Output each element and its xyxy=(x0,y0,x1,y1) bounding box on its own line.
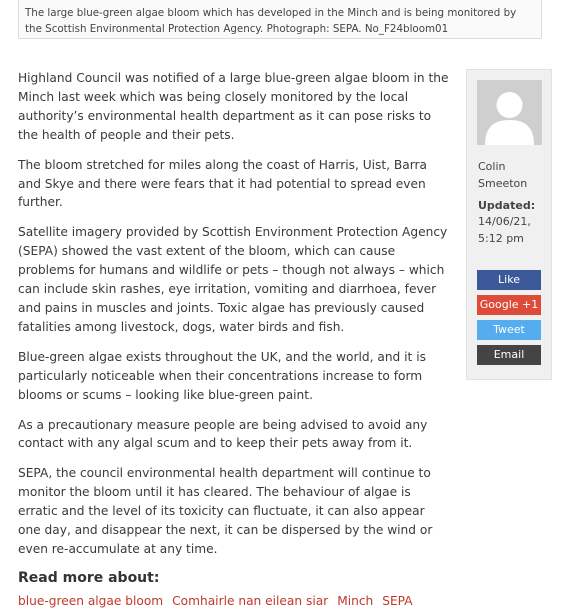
tweet-button[interactable]: Tweet xyxy=(477,320,541,340)
google-plus-one-button[interactable]: Google +1 xyxy=(477,295,541,315)
avatar xyxy=(477,80,542,145)
article-paragraph: Highland Council was notified of a large blue-green algae bloom in the Minch last week which was being closely monitored by the local authority’s environmental health department as it can pose risks to the health of people and their pets. xyxy=(18,71,449,142)
author-name[interactable]: Colin Smeeton xyxy=(478,160,528,190)
tag-link-minch[interactable]: Minch xyxy=(337,593,374,608)
tag-list xyxy=(18,592,450,610)
photo-caption-text: The large blue-green algae bloom which has developed in the Minch and is being monitored by the Scottish Environmental Protection Agency. Photograph: SEPA. No_F24bloom01 xyxy=(25,7,517,35)
article-paragraph: Blue-green algae exists throughout the UK, and the world, and it is particularly noticeable when their concentrations increase to form blooms or scums – looking like blue-green paint. xyxy=(18,349,426,402)
read-more-heading: Read more about: xyxy=(18,569,160,586)
article-paragraph: The bloom stretched for miles along the coast of Harris, Uist, Barra and Skye and there were fears that it had potential to spread even further. xyxy=(18,157,427,210)
tag-link-sepa[interactable]: SEPA xyxy=(382,593,413,608)
photo-caption xyxy=(18,0,542,39)
article-paragraph: SEPA, the council environmental health department will continue to monitor the bloom until it has cleared. The behaviour of algae is erratic and the level of its toxicity can fluctuate, it can also appear one day, and disappear the next, it can be dispersed by the wind or even re-accumulate at any time. xyxy=(18,466,433,556)
tag-link-blue-green-algae-bloom[interactable]: blue-green algae bloom xyxy=(18,593,164,608)
updated-timestamp: 14/06/21, 5:12 pm xyxy=(478,215,531,245)
updated-label: Updated: xyxy=(478,199,536,212)
author-sidebar xyxy=(466,69,552,380)
email-button[interactable]: Email xyxy=(477,345,541,365)
facebook-like-button[interactable]: Like xyxy=(477,270,541,290)
article-paragraph: Satellite imagery provided by Scottish Environment Protection Agency (SEPA) showed the vast extent of the bloom, which can cause problems for humans and wildlife or pets – though not always – which can include skin rashes, eye irritation, vomiting and diarrhoea, fever and pains in muscles and joints. Toxic algae has previously caused fatalities among livestock, dogs, water birds and fish. xyxy=(18,225,448,334)
default-person-silhouette-icon xyxy=(477,80,542,145)
article-paragraph: As a precautionary measure people are being advised to avoid any contact with any algal scum and to keep their pets away from it. xyxy=(18,417,428,451)
tag-link-comhairle-nan-eilean-siar[interactable]: Comhairle nan eilean siar xyxy=(172,593,329,608)
article-body xyxy=(18,69,450,610)
